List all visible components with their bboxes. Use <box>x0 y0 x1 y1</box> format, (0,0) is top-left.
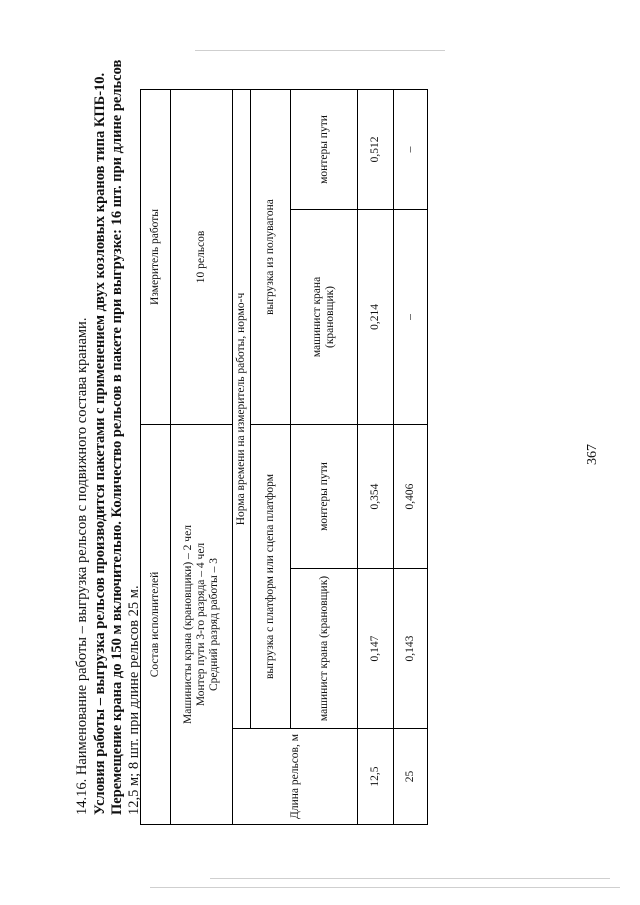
crew-cell <box>171 424 233 824</box>
conditions-line-2: Перемещение крана до 150 м включительно. Количество рельсов в пакете при выгрузке: 16 шт. при длине рельсов <box>109 59 125 815</box>
crew-line: Монтер пути 3-го разряда – 4 чел <box>195 542 207 707</box>
table-row <box>291 89 358 824</box>
group-gondola-header: выгрузка из полувагона <box>251 89 291 424</box>
value-cell: 0,512 <box>358 89 394 209</box>
value-cell: 0,143 <box>394 569 428 729</box>
length-cell: 12,5 <box>358 729 394 825</box>
table-row <box>233 89 251 824</box>
table-row <box>141 89 171 824</box>
conditions-line-3: 12,5 м; 8 шт. при длине рельсов 25 м. <box>126 585 142 815</box>
conditions-line-1: Условия работы – выгрузка рельсов производится пакетами с применением двух козловых кранов типа КПБ-10. <box>92 72 108 815</box>
col-driver-header: машинист крана (крановщик) <box>291 569 358 729</box>
value-cell: 0,147 <box>358 569 394 729</box>
value-cell: – <box>394 209 428 424</box>
group-platform-header: выгрузка с платформ или сцепа платформ <box>251 424 291 728</box>
value-cell: 0,354 <box>358 424 394 568</box>
table-row <box>358 89 394 824</box>
value-cell: 0,406 <box>394 424 428 568</box>
norm-header: Норма времени на измеритель работы, нормо-ч <box>233 89 251 728</box>
norms-table <box>140 89 428 825</box>
page-number: 367 <box>585 444 600 465</box>
table-row <box>171 89 233 824</box>
measure-value: 10 рельсов <box>171 89 233 424</box>
table-row <box>251 89 291 824</box>
crew-header: Состав исполнителей <box>141 424 171 824</box>
measure-header: Измеритель работы <box>141 89 171 424</box>
crew-line: Средний разряд работы – 3 <box>208 557 220 692</box>
col-driver-2-header: машинист крана (крановщик) <box>291 209 358 424</box>
crew-line: Машинисты крана (крановщики) – 2 чел <box>182 525 194 724</box>
col-track-2-header: монтеры пути <box>291 89 358 209</box>
value-cell: 0,214 <box>358 209 394 424</box>
table-row <box>394 89 428 824</box>
col-track-header: монтеры пути <box>291 424 358 568</box>
length-cell: 25 <box>394 729 428 825</box>
length-header: Длина рельсов, м <box>233 729 358 825</box>
section-heading: 14.16. Наименование работы – выгрузка рельсов с подвижного состава кранами. <box>74 317 90 815</box>
value-cell: – <box>394 89 428 209</box>
